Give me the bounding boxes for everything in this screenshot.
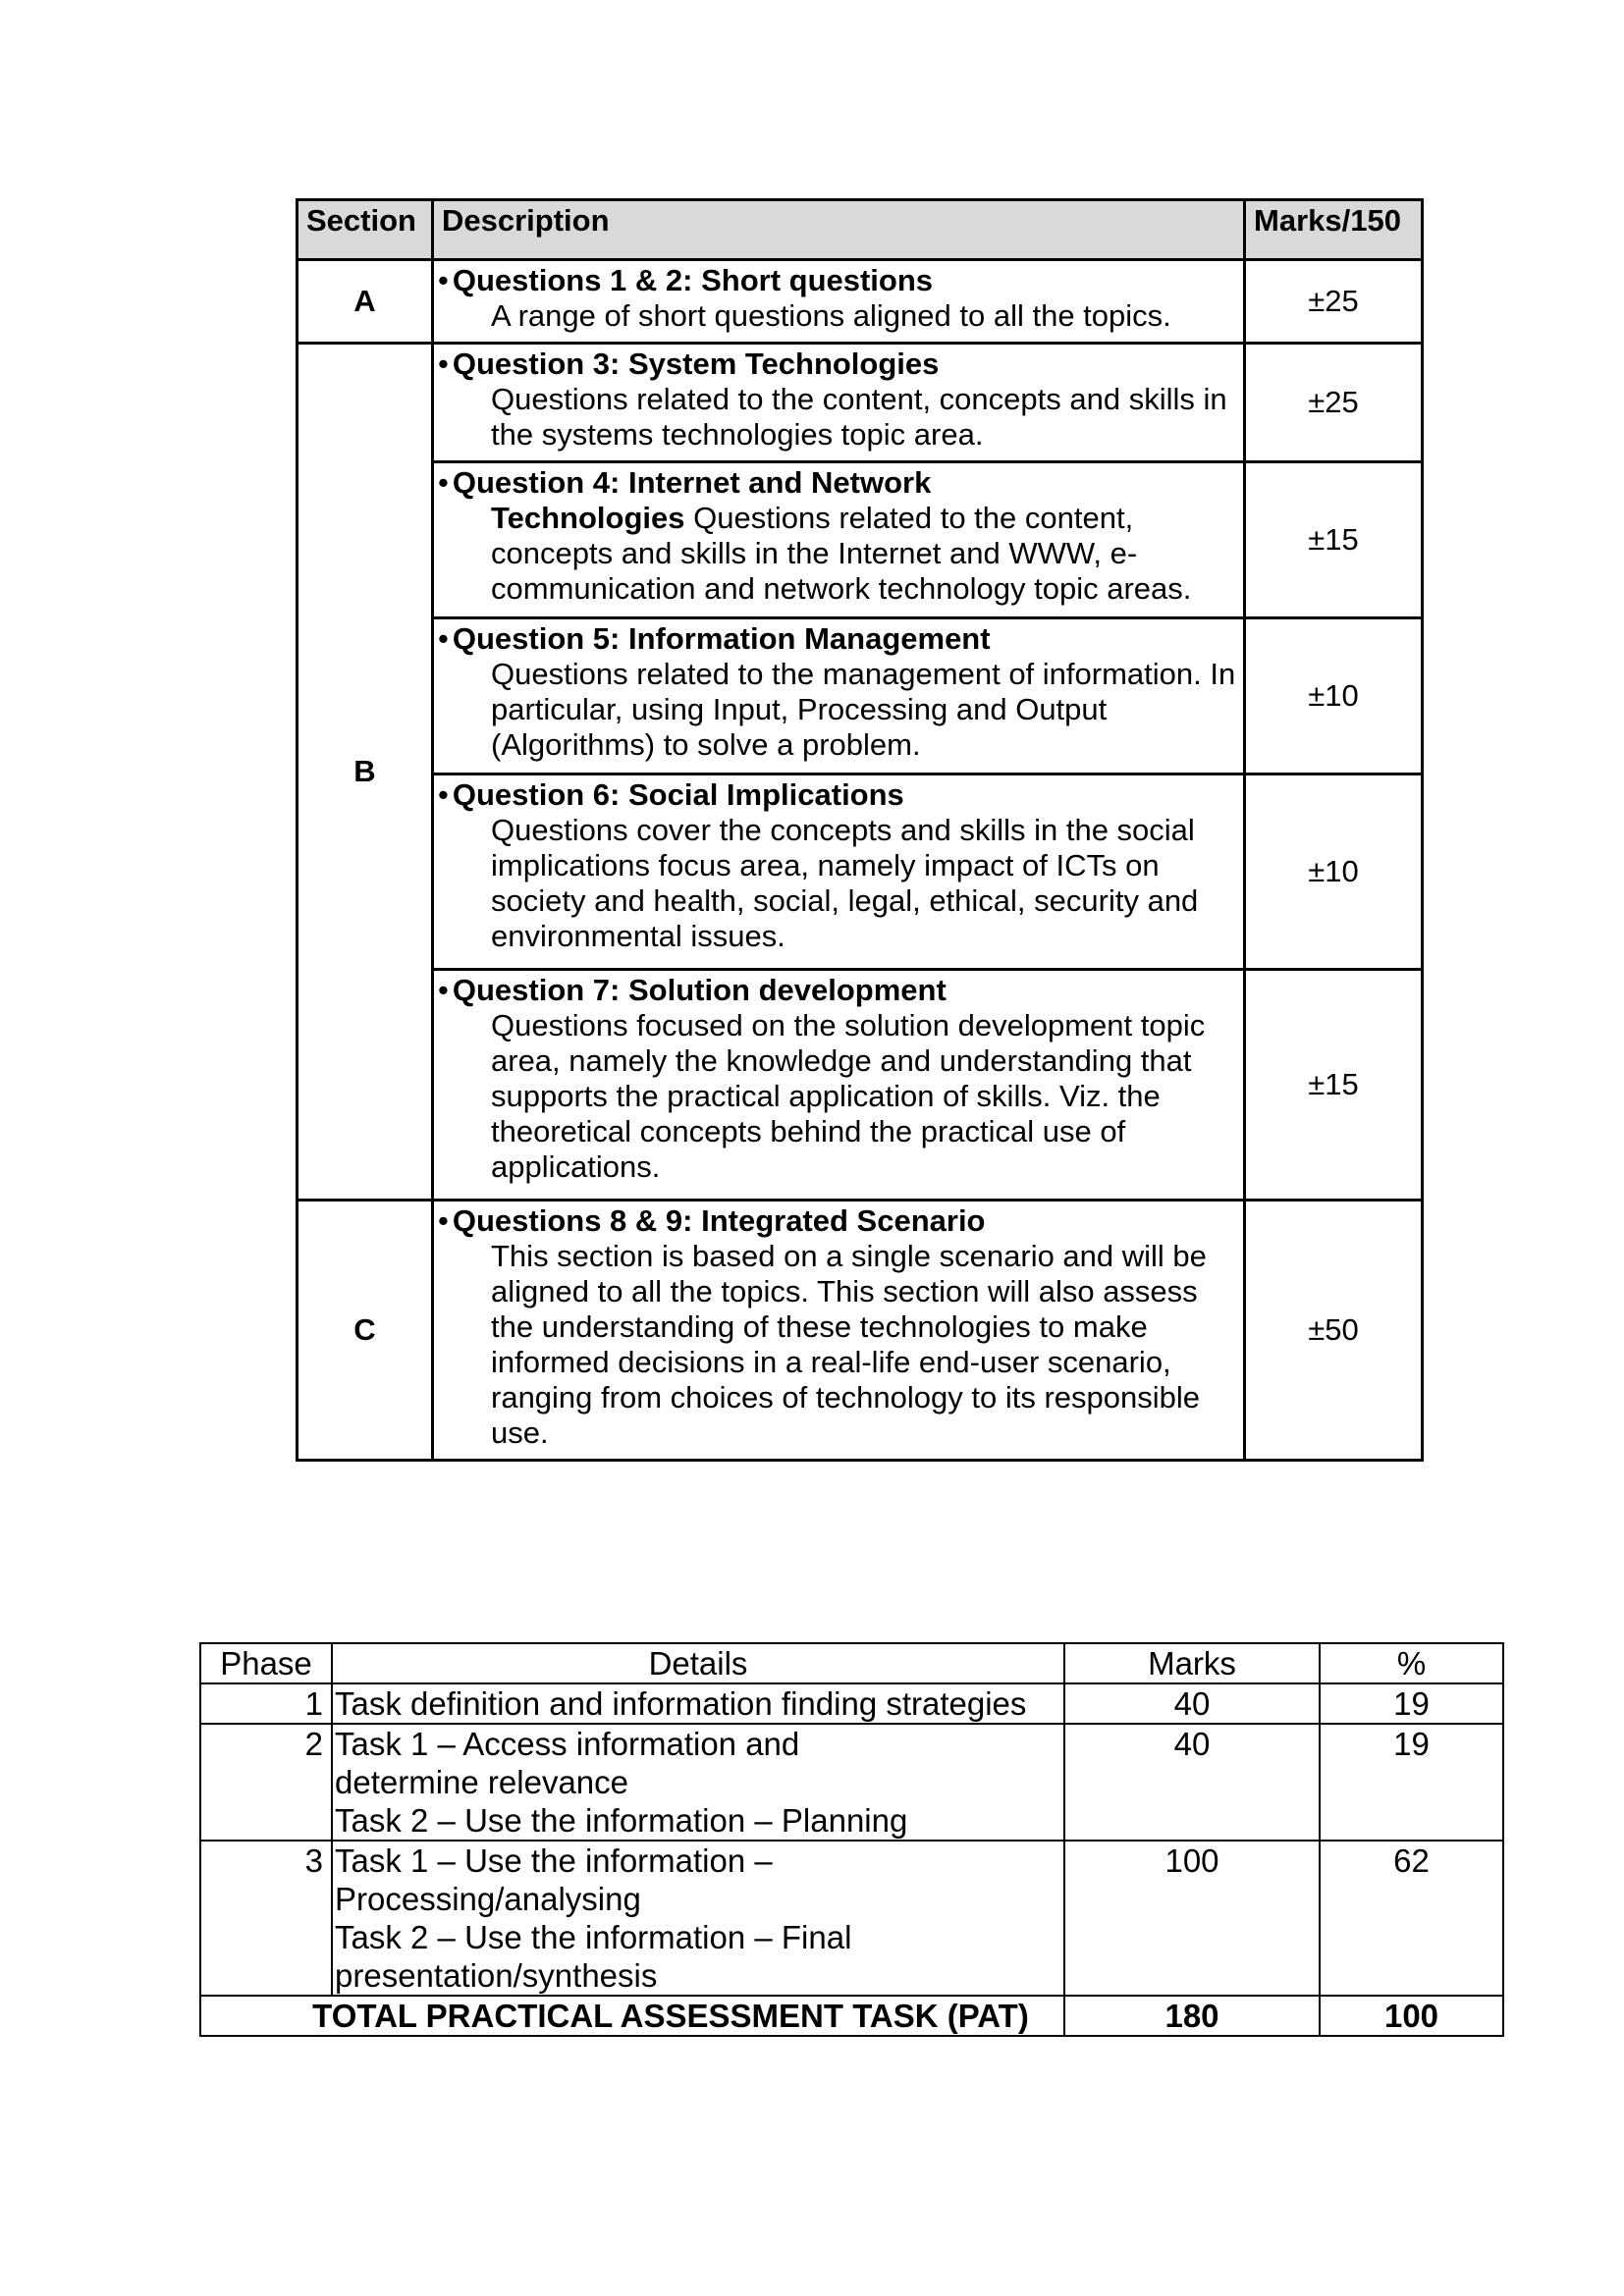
header-marks: Marks xyxy=(1064,1643,1320,1683)
table-row xyxy=(298,344,1423,462)
marks-cell: ±50 xyxy=(1245,1201,1423,1461)
description-cell xyxy=(433,344,1245,462)
question-title: Question 7: Solution development xyxy=(452,973,947,1007)
table-row xyxy=(298,774,1423,970)
details-cell xyxy=(332,1683,1064,1724)
question-title: Question 3: System Technologies xyxy=(452,347,940,381)
pat-marks-table xyxy=(199,1642,1504,2037)
details-line: Task 1 – Use the information – xyxy=(335,1842,773,1879)
description-cell xyxy=(433,1201,1245,1461)
bullet-icon: • xyxy=(438,1203,449,1238)
question-body: Questions related to the content, concepts and skills in the Internet and WWW, e-communication and network technology topic areas. xyxy=(491,501,1192,606)
details-line: Task 2 – Use the information – Final xyxy=(335,1919,852,1955)
bullet-icon: • xyxy=(438,263,449,297)
question-title: Questions 8 & 9: Integrated Scenario xyxy=(452,1203,986,1238)
exam-structure-table xyxy=(296,198,1424,1462)
percent-cell: 19 xyxy=(1320,1724,1503,1841)
marks-cell: ±25 xyxy=(1245,344,1423,462)
table-row xyxy=(298,1201,1423,1461)
question-body: Questions related to the management of information. In particular, using Input, Processing and Output (Algorithms) to solve a problem. xyxy=(491,657,1236,762)
marks-cell: ±10 xyxy=(1245,774,1423,970)
header-percent: % xyxy=(1320,1643,1503,1683)
section-cell: B xyxy=(298,344,433,1201)
details-line: presentation/synthesis xyxy=(335,1957,658,1994)
question-body-bold: Technologies xyxy=(491,501,685,535)
description-cell xyxy=(433,970,1245,1201)
total-marks: 180 xyxy=(1064,1996,1320,2036)
question-body: A range of short questions aligned to all the topics. xyxy=(491,298,1171,333)
table-row xyxy=(298,260,1423,344)
table-row xyxy=(200,1683,1503,1724)
phase-cell: 3 xyxy=(200,1841,332,1996)
section-cell: A xyxy=(298,260,433,344)
question-body: Questions focused on the solution development topic area, namely the knowledge and understanding that supports the practical application of skills. Viz. the theoretical concepts behind the practical use of applications. xyxy=(491,1008,1206,1184)
question-title: Question 4: Internet and Network xyxy=(452,465,932,500)
phase-cell: 1 xyxy=(200,1683,332,1724)
percent-cell: 19 xyxy=(1320,1683,1503,1724)
question-body: This section is based on a single scenario and will be aligned to all the topics. This section will also assess the understanding of these technologies to make informed decisions in a real-life end-user scenario, ranging from choices of technology to its responsible use. xyxy=(491,1239,1207,1450)
table-row xyxy=(200,1841,1503,1996)
table-row xyxy=(200,1724,1503,1841)
header-marks: Marks/150 xyxy=(1245,200,1423,260)
bullet-icon: • xyxy=(438,347,449,381)
marks-cell: 40 xyxy=(1064,1724,1320,1841)
marks-cell: ±25 xyxy=(1245,260,1423,344)
percent-cell: 62 xyxy=(1320,1841,1503,1996)
header-details: Details xyxy=(332,1643,1064,1683)
marks-cell: 100 xyxy=(1064,1841,1320,1996)
pat-table-header-row xyxy=(200,1643,1503,1683)
question-body: Questions related to the content, concepts and skills in the systems technologies topic area. xyxy=(491,382,1227,452)
total-label: TOTAL PRACTICAL ASSESSMENT TASK (PAT) xyxy=(200,1996,1064,2036)
bullet-icon: • xyxy=(438,973,449,1007)
bullet-icon: • xyxy=(438,777,449,812)
description-cell xyxy=(433,260,1245,344)
section-cell: C xyxy=(298,1201,433,1461)
header-phase: Phase xyxy=(200,1643,332,1683)
total-percent: 100 xyxy=(1320,1996,1503,2036)
question-body: Questions cover the concepts and skills in the social implications focus area, namely impact of ICTs on society and health, social, legal, ethical, security and environmental issues. xyxy=(491,813,1199,953)
details-line: Processing/analysing xyxy=(335,1881,641,1917)
phase-cell: 2 xyxy=(200,1724,332,1841)
details-cell xyxy=(332,1841,1064,1996)
details-line: Task 2 – Use the information – Planning xyxy=(335,1802,908,1839)
header-description: Description xyxy=(433,200,1245,260)
bullet-icon: • xyxy=(438,621,449,656)
table-row xyxy=(298,618,1423,774)
exam-table-header-row xyxy=(298,200,1423,260)
table-row xyxy=(298,970,1423,1201)
question-title: Question 6: Social Implications xyxy=(452,777,904,812)
details-cell xyxy=(332,1724,1064,1841)
description-cell xyxy=(433,774,1245,970)
details-line: Task definition and information finding strategies xyxy=(335,1685,1027,1722)
total-row xyxy=(200,1996,1503,2036)
bullet-icon: • xyxy=(438,465,449,500)
marks-cell: ±15 xyxy=(1245,462,1423,618)
details-line: Task 1 – Access information and xyxy=(335,1726,800,1762)
marks-cell: 40 xyxy=(1064,1683,1320,1724)
description-cell xyxy=(433,618,1245,774)
question-title: Questions 1 & 2: Short questions xyxy=(452,263,934,297)
description-cell xyxy=(433,462,1245,618)
header-section: Section xyxy=(298,200,433,260)
table-row xyxy=(298,462,1423,618)
question-title: Question 5: Information Management xyxy=(452,621,991,656)
marks-cell: ±15 xyxy=(1245,970,1423,1201)
marks-cell: ±10 xyxy=(1245,618,1423,774)
details-line: determine relevance xyxy=(335,1764,628,1800)
